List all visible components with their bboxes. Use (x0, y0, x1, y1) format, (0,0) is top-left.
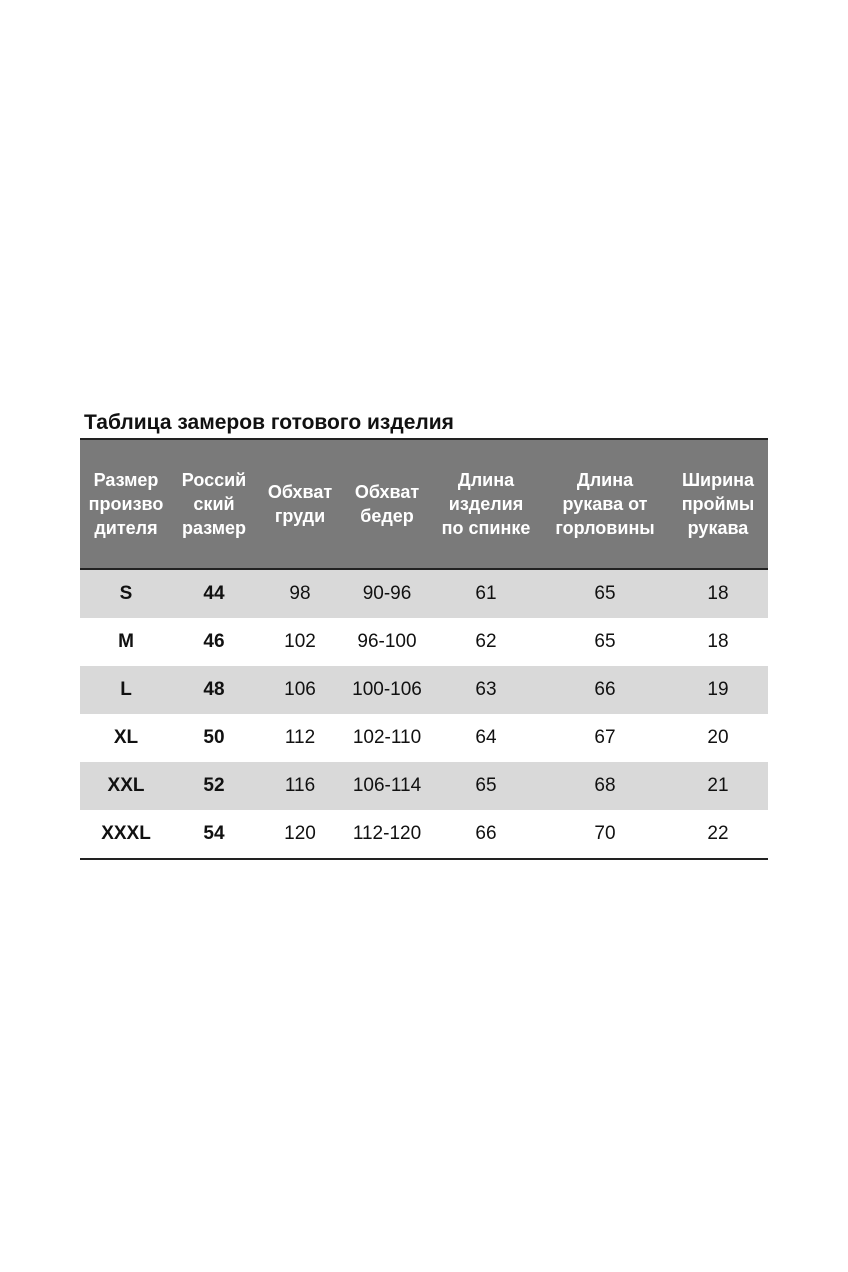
cell-armhole-width: 18 (668, 569, 768, 618)
cell-sleeve-length: 67 (594, 727, 616, 748)
cell-manufacturer-size: L (80, 666, 172, 714)
cell-armhole-width: 19 (668, 666, 768, 714)
header-back-length: Длина изделия по спинке (430, 439, 542, 569)
cell-manufacturer-size: M (118, 631, 134, 652)
cell-armhole-width: 22 (668, 810, 768, 859)
table-row (80, 569, 768, 618)
cell-russian-size: 52 (172, 762, 256, 810)
cell-hips: 100-106 (344, 666, 430, 714)
cell-manufacturer-size: S (80, 569, 172, 618)
cell-chest: 116 (256, 762, 344, 810)
header-hips: Обхват бедер (344, 439, 430, 569)
cell-sleeve-length: 70 (542, 810, 668, 859)
cell-armhole-width: 18 (707, 631, 729, 652)
header-row (80, 439, 768, 569)
cell-manufacturer-size: XXXL (80, 810, 172, 859)
cell-chest: 112 (284, 727, 316, 748)
cell-sleeve-length: 66 (542, 666, 668, 714)
cell-back-length: 61 (430, 569, 542, 618)
cell-russian-size: 44 (172, 569, 256, 618)
cell-sleeve-length: 65 (594, 631, 616, 652)
table-title: Таблица замеров готового изделия (84, 411, 454, 434)
cell-manufacturer-size: XXL (80, 762, 172, 810)
cell-hips: 112-120 (344, 810, 430, 859)
header-armhole-width: Ширина проймы рукава (668, 439, 768, 569)
cell-hips: 90-96 (344, 569, 430, 618)
cell-chest: 120 (256, 810, 344, 859)
header-russian-size: Россий ский размер (172, 439, 256, 569)
cell-chest: 98 (256, 569, 344, 618)
cell-hips: 106-114 (344, 762, 430, 810)
table-row (80, 810, 768, 859)
size-chart-table (80, 438, 768, 860)
cell-sleeve-length: 68 (542, 762, 668, 810)
cell-armhole-width: 20 (707, 727, 729, 748)
cell-back-length: 63 (430, 666, 542, 714)
cell-russian-size: 50 (203, 727, 225, 748)
cell-russian-size: 46 (203, 631, 225, 652)
cell-manufacturer-size: XL (113, 727, 139, 748)
cell-back-length: 64 (475, 727, 497, 748)
table-row (80, 666, 768, 714)
cell-russian-size: 54 (172, 810, 256, 859)
header-sleeve-length: Длина рукава от горловины (542, 439, 668, 569)
table-row (80, 762, 768, 810)
table-row (80, 714, 768, 762)
cell-armhole-width: 21 (668, 762, 768, 810)
cell-hips: 102-110 (352, 727, 422, 748)
cell-russian-size: 48 (172, 666, 256, 714)
table-row (80, 618, 768, 666)
cell-chest: 102 (284, 631, 316, 652)
cell-chest: 106 (256, 666, 344, 714)
cell-sleeve-length: 65 (542, 569, 668, 618)
header-chest: Обхват груди (256, 439, 344, 569)
cell-back-length: 65 (430, 762, 542, 810)
cell-back-length: 62 (475, 631, 497, 652)
cell-back-length: 66 (430, 810, 542, 859)
header-manufacturer-size: Размер произво дителя (80, 439, 172, 569)
cell-hips: 96-100 (357, 631, 417, 652)
